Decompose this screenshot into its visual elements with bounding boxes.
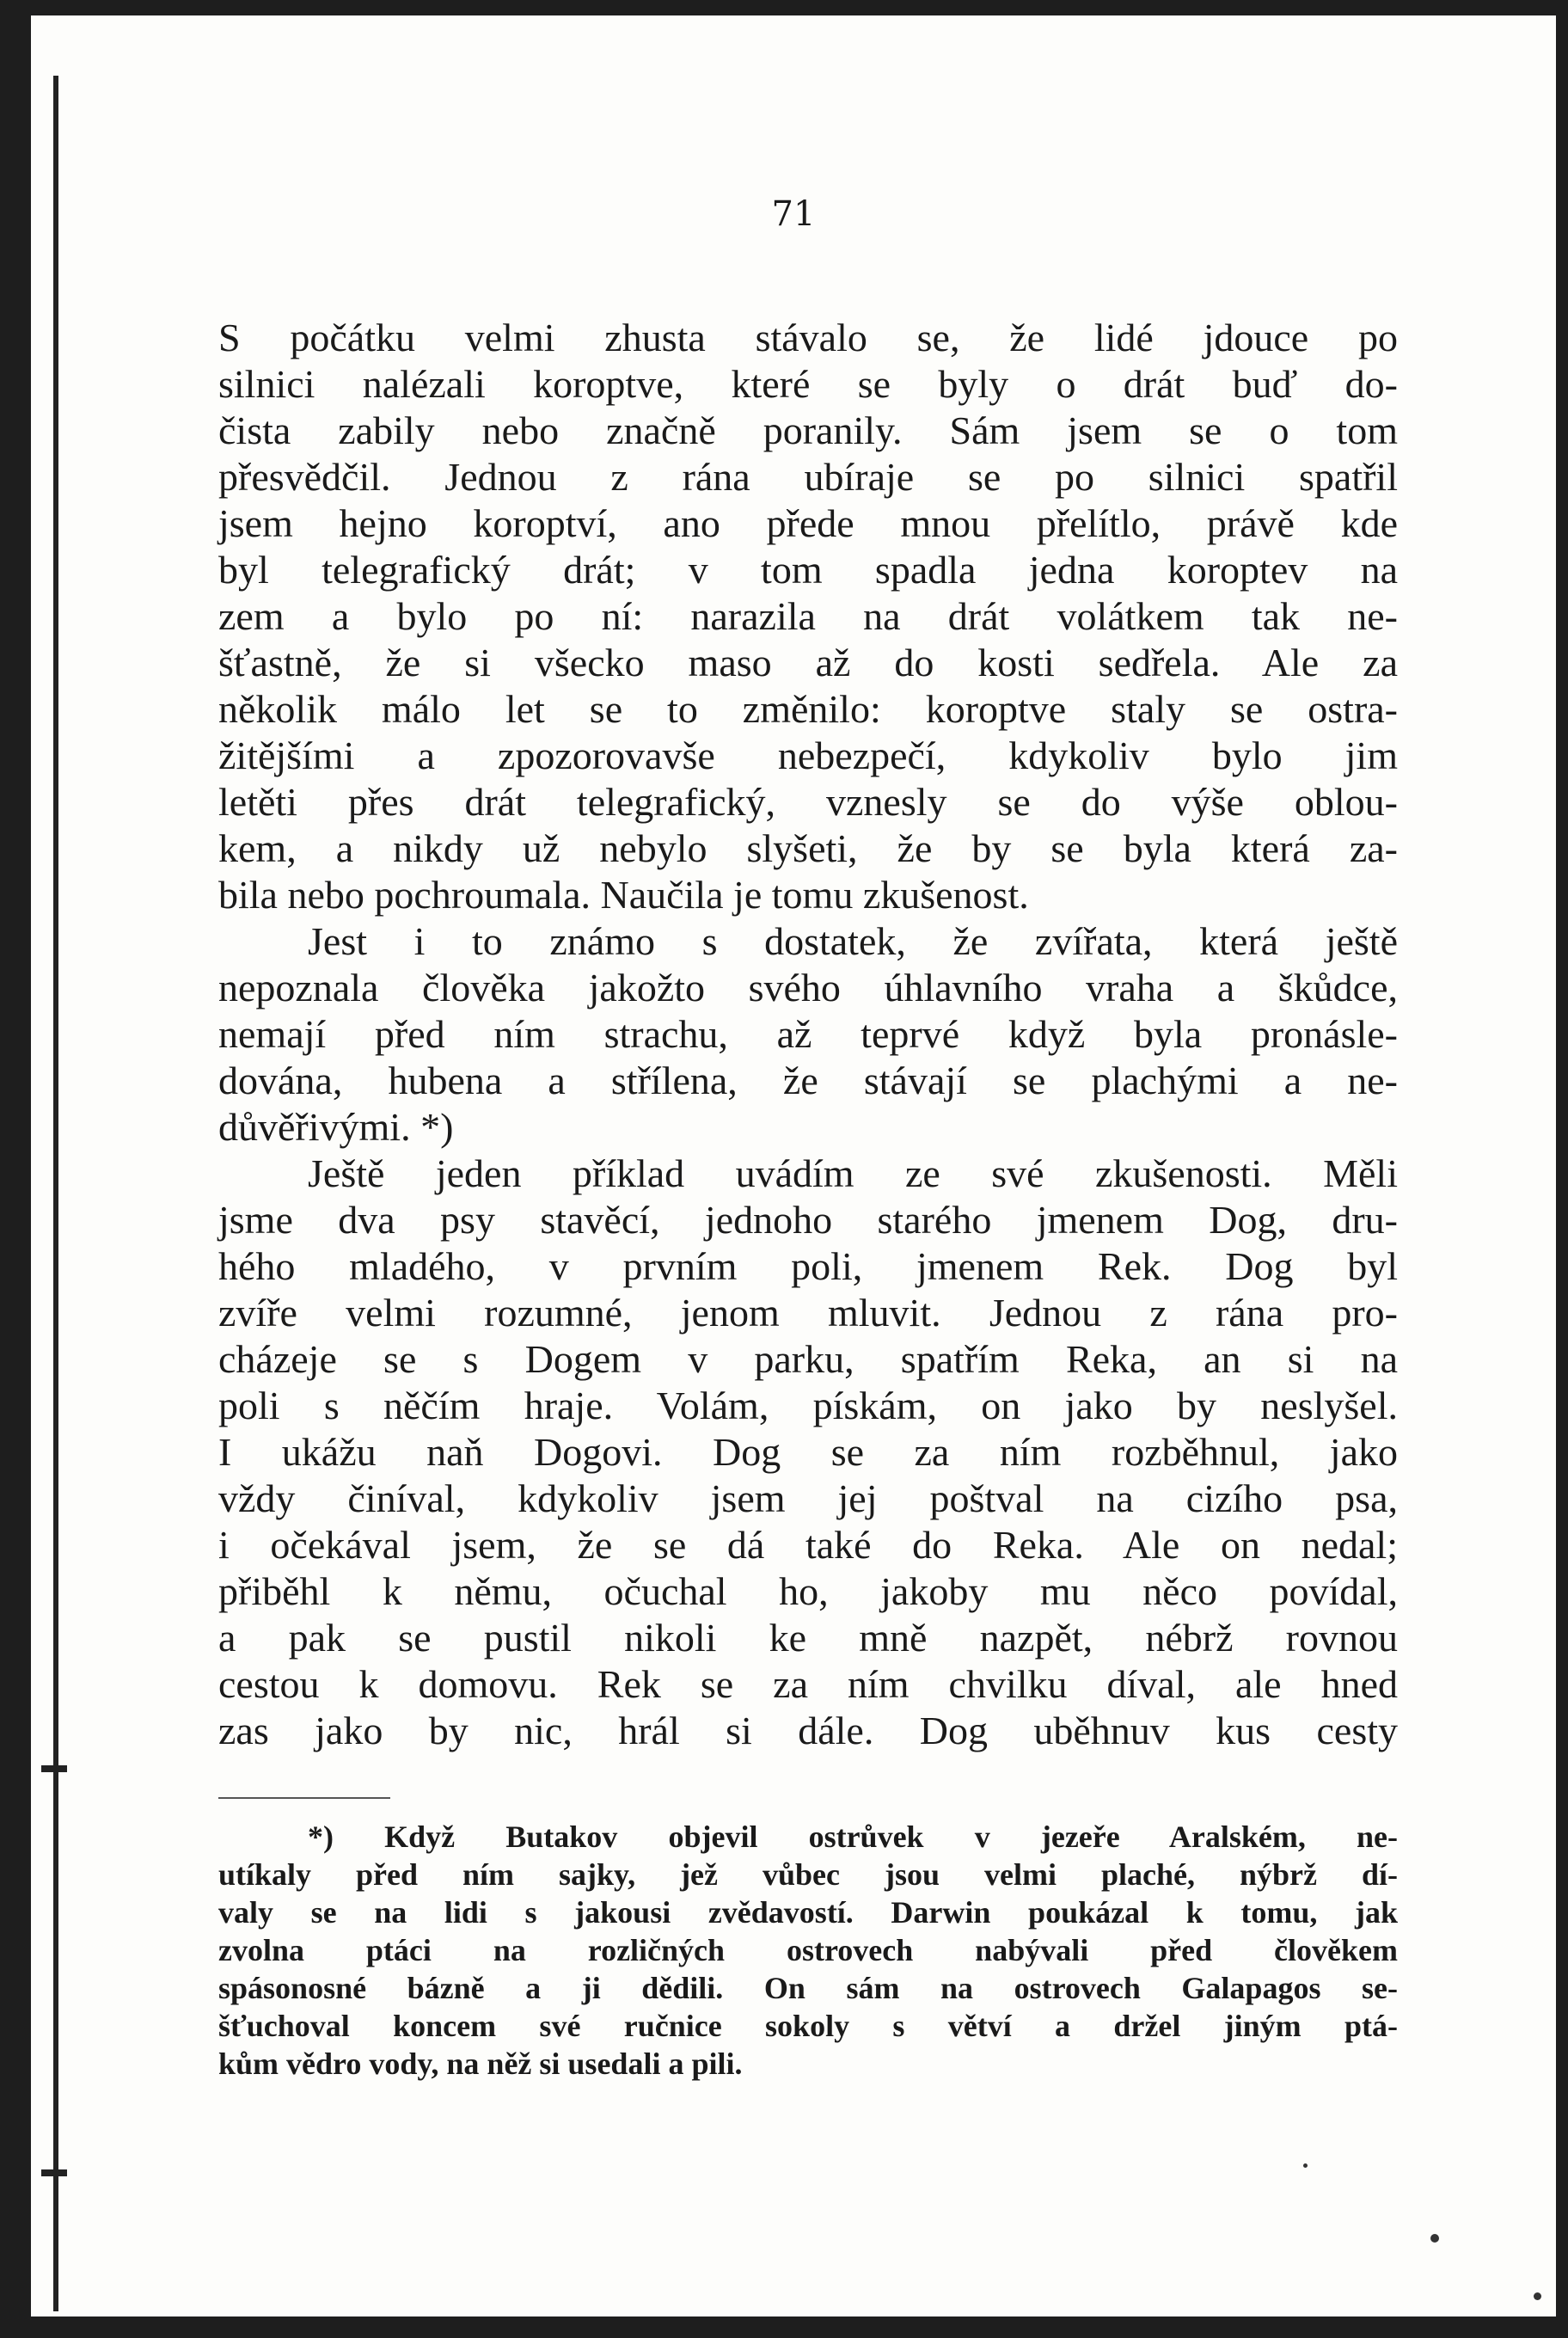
- footnote: [218, 1818, 1398, 2083]
- footnote-line: kům vědro vody, na něž si usedali a pili.: [218, 2047, 743, 2081]
- footnote-line: spásonosné bázně a ji dědili. On sám na ostrovech Galapagos se-: [218, 1971, 1398, 2005]
- text-line: zem a bylo po ní: narazila na drát volátkem tak ne-: [218, 594, 1398, 638]
- text-line: zvíře velmi rozumné, jenom mluvit. Jednou z rána pro-: [218, 1291, 1398, 1335]
- text-line: vždy činíval, kdykoliv jsem jej poštval na cizího psa,: [218, 1476, 1398, 1520]
- text-line: a pak se pustil nikoli ke mně nazpět, nébrž rovnou: [218, 1616, 1398, 1660]
- text-line: nemají před ním strachu, až teprvé když byla pronásle-: [218, 1012, 1398, 1056]
- footnote-line: *) Když Butakov objevil ostrůvek v jezeře Aralském, ne-: [308, 1819, 1398, 1854]
- text-line: Ještě jeden příklad uvádím ze své zkušenosti. Měli: [308, 1151, 1398, 1195]
- text-line: bila nebo pochroumala. Naučila je tomu zkušenost.: [218, 873, 1029, 917]
- text-line: několik málo let se to změnilo: koroptve staly se ostra-: [218, 687, 1398, 731]
- text-line: poli s něčím hraje. Volám, pískám, on jako by neslyšel.: [218, 1384, 1398, 1427]
- text-line: jsem hejno koroptví, ano přede mnou přelítlo, právě kde: [218, 501, 1398, 545]
- print-speck: [1430, 2234, 1439, 2243]
- text-line: byl telegrafický drát; v tom spadla jedna koroptev na: [218, 548, 1398, 592]
- text-line: silnici nalézali koroptve, které se byly o drát buď do-: [218, 362, 1398, 406]
- print-speck: [1534, 2292, 1541, 2300]
- text-line: šťastně, že si všecko maso až do kosti sedřela. Ale za: [218, 641, 1398, 684]
- binding-mark: [41, 1765, 67, 1772]
- text-line: i očekával jsem, že se dá také do Reka. Ale on nedal;: [218, 1523, 1398, 1567]
- text-line: hého mladého, v prvním poli, jmenem Rek. Dog byl: [218, 1244, 1398, 1288]
- footnote-line: utíkaly před ním sajky, jež vůbec jsou velmi plaché, nýbrž dí-: [218, 1857, 1398, 1892]
- text-line: čista zabily nebo značně poranily. Sám jsem se o tom: [218, 408, 1398, 452]
- print-speck: [1303, 2163, 1308, 2168]
- text-line: letěti přes drát telegrafický, vznesly se do výše oblou-: [218, 780, 1398, 824]
- binding-mark: [41, 2169, 67, 2176]
- text-line: přesvědčil. Jednou z rána ubíraje se po silnici spatřil: [218, 455, 1398, 499]
- page-number: 71: [771, 194, 816, 234]
- footnote-line: valy se na lidi s jakousi zvědavostí. Darwin poukázal k tomu, jak: [218, 1895, 1398, 1930]
- text-line: jsme dva psy stavěcí, jednoho starého jmenem Dog, dru-: [218, 1198, 1398, 1242]
- text-line: Jest i to známo s dostatek, že zvířata, která ještě: [308, 919, 1398, 963]
- text-line: zas jako by nic, hrál si dále. Dog uběhnuv kus cesty: [218, 1709, 1398, 1752]
- footnote-line: šťuchoval koncem své ručnice sokoly s větví a držel jiným ptá-: [218, 2009, 1398, 2043]
- text-line: důvěřivými. *): [218, 1105, 454, 1149]
- footnote-separator: [218, 1797, 390, 1799]
- text-line: cházeje se s Dogem v parku, spatřím Reka, an si na: [218, 1337, 1398, 1381]
- text-line: žitějšími a zpozorovavše nebezpečí, kdykoliv bylo jim: [218, 733, 1398, 777]
- body-text: [218, 315, 1398, 1754]
- text-line: přiběhl k němu, očuchal ho, jakoby mu něco povídal,: [218, 1569, 1398, 1613]
- text-line: S počátku velmi zhusta stávalo se, že lidé jdouce po: [218, 316, 1398, 359]
- book-page: [31, 15, 1556, 2317]
- footnote-line: zvolna ptáci na rozličných ostrovech nabývali před člověkem: [218, 1933, 1398, 1967]
- text-line: kem, a nikdy už nebylo slyšeti, že by se byla která za-: [218, 826, 1398, 870]
- text-line: nepoznala člověka jakožto svého úhlavního vraha a škůdce,: [218, 966, 1398, 1009]
- text-line: cestou k domovu. Rek se za ním chvilku díval, ale hned: [218, 1662, 1398, 1706]
- text-line: I ukážu naň Dogovi. Dog se za ním rozběhnul, jako: [218, 1430, 1398, 1474]
- text-line: dována, hubena a střílena, že stávají se plachými a ne-: [218, 1059, 1398, 1102]
- binding-edge: [53, 76, 58, 2311]
